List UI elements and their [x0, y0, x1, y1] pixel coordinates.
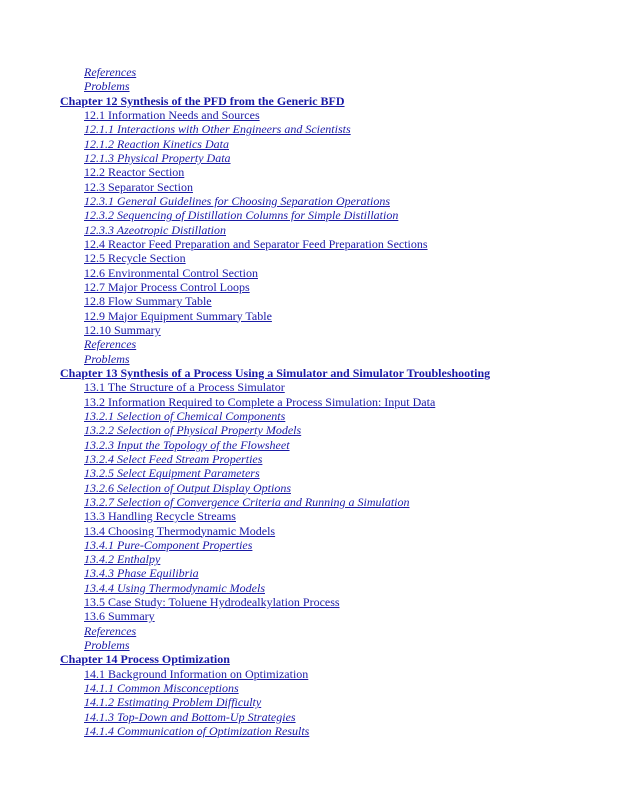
- toc-section-link[interactable]: 12.6 Environmental Control Section: [84, 265, 258, 280]
- toc-subsection-link[interactable]: 14.1.4 Communication of Optimization Results: [84, 724, 310, 739]
- toc-subsection-link[interactable]: 13.2.6 Selection of Output Display Options: [84, 480, 291, 495]
- toc-endmatter-link[interactable]: Problems: [84, 638, 130, 653]
- toc-section-link[interactable]: 12.7 Major Process Control Loops: [84, 279, 250, 294]
- toc-chapter-link[interactable]: Chapter 14 Process Optimization: [60, 652, 230, 667]
- toc-subsection-link[interactable]: 12.1.2 Reaction Kinetics Data: [84, 136, 229, 151]
- toc-endmatter-link[interactable]: References: [84, 623, 137, 638]
- toc-section-link[interactable]: 13.5 Case Study: Toluene Hydrodealkylation Process: [84, 595, 340, 610]
- toc-endmatter-link[interactable]: References: [84, 337, 137, 352]
- toc-section-link[interactable]: 12.5 Recycle Section: [84, 251, 186, 266]
- table-of-contents: [0, 65, 635, 738]
- toc-endmatter-link[interactable]: Problems: [84, 351, 130, 366]
- toc-subsection-link[interactable]: 13.2.4 Select Feed Stream Properties: [84, 451, 263, 466]
- toc-section-link[interactable]: 13.6 Summary: [84, 609, 155, 624]
- toc-section-link[interactable]: 13.2 Information Required to Complete a Process Simulation: Input Data: [84, 394, 436, 409]
- toc-subsection-link[interactable]: 14.1.1 Common Misconceptions: [84, 681, 239, 696]
- toc-subsection-link[interactable]: 14.1.3 Top-Down and Bottom-Up Strategies: [84, 709, 296, 724]
- toc-section-link[interactable]: 12.4 Reactor Feed Preparation and Separator Feed Preparation Sections: [84, 236, 428, 251]
- toc-section-link[interactable]: 12.9 Major Equipment Summary Table: [84, 308, 272, 323]
- toc-section-link[interactable]: 13.4 Choosing Thermodynamic Models: [84, 523, 276, 538]
- toc-section-link[interactable]: 12.2 Reactor Section: [84, 165, 185, 180]
- toc-endmatter-link[interactable]: References: [84, 65, 137, 79]
- toc-subsection-link[interactable]: 12.3.2 Sequencing of Distillation Columns for Simple Distillation: [84, 208, 399, 223]
- toc-subsection-link[interactable]: 13.2.1 Selection of Chemical Components: [84, 408, 286, 423]
- toc-subsection-link[interactable]: 12.1.1 Interactions with Other Engineers and Scientists: [84, 122, 351, 137]
- toc-section-link[interactable]: 12.1 Information Needs and Sources: [84, 107, 260, 122]
- toc-subsection-link[interactable]: 13.4.2 Enthalpy: [84, 552, 161, 567]
- toc-subsection-link[interactable]: 13.2.5 Select Equipment Parameters: [84, 466, 260, 481]
- toc-subsection-link[interactable]: 12.3.3 Azeotropic Distillation: [84, 222, 227, 237]
- toc-subsection-link[interactable]: 13.2.2 Selection of Physical Property Models: [84, 423, 302, 438]
- toc-subsection-link[interactable]: 12.3.1 General Guidelines for Choosing Separation Operations: [84, 193, 390, 208]
- toc-endmatter-link[interactable]: Problems: [84, 79, 130, 94]
- toc-subsection-link[interactable]: 14.1.2 Estimating Problem Difficulty: [84, 695, 262, 710]
- toc-section-link[interactable]: 13.1 The Structure of a Process Simulator: [84, 380, 285, 395]
- toc-subsection-link[interactable]: 12.1.3 Physical Property Data: [84, 150, 231, 165]
- toc-subsection-link[interactable]: 13.4.1 Pure-Component Properties: [84, 537, 253, 552]
- toc-chapter-link[interactable]: Chapter 12 Synthesis of the PFD from the Generic BFD: [60, 93, 345, 108]
- toc-subsection-link[interactable]: 13.2.3 Input the Topology of the Flowsheet: [84, 437, 290, 452]
- toc-subsection-link[interactable]: 13.4.4 Using Thermodynamic Models: [84, 580, 265, 595]
- toc-subsection-link[interactable]: 13.2.7 Selection of Convergence Criteria and Running a Simulation: [84, 494, 410, 509]
- toc-section-link[interactable]: 14.1 Background Information on Optimization: [84, 666, 309, 681]
- toc-section-link[interactable]: 13.3 Handling Recycle Streams: [84, 509, 236, 524]
- toc-chapter-link[interactable]: Chapter 13 Synthesis of a Process Using a Simulator and Simulator Troubleshooting: [60, 365, 491, 380]
- toc-section-link[interactable]: 12.8 Flow Summary Table: [84, 294, 212, 309]
- toc-section-link[interactable]: 12.3 Separator Section: [84, 179, 193, 194]
- toc-subsection-link[interactable]: 13.4.3 Phase Equilibria: [84, 566, 199, 581]
- toc-section-link[interactable]: 12.10 Summary: [84, 322, 161, 337]
